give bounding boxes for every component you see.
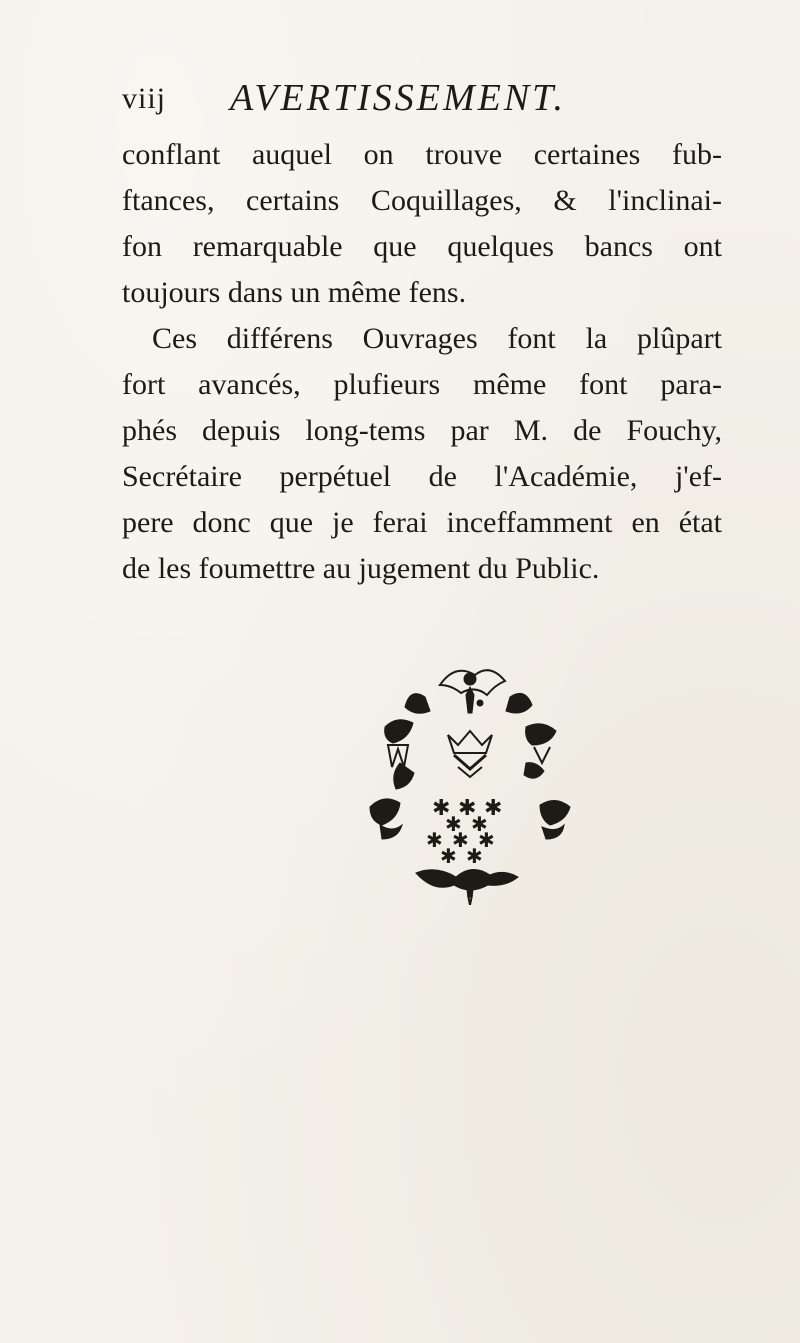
text-line: de les foumettre au jugement du Public. — [122, 552, 600, 585]
page-number: viij — [122, 82, 167, 115]
svg-text:✱: ✱ — [432, 796, 451, 821]
svg-text:✱: ✱ — [440, 844, 457, 868]
body-text — [122, 132, 722, 592]
svg-text:✱: ✱ — [458, 796, 477, 821]
text-line: ftances, certains Coquillages, & l'inclinai- — [122, 184, 722, 217]
text-line: phés depuis long-tems par M. de Fouchy, — [122, 414, 722, 447]
svg-text:✱: ✱ — [466, 844, 483, 868]
svg-text:✱: ✱ — [478, 828, 495, 852]
text-line: Ces différens Ouvrages font la plûpart — [152, 322, 722, 355]
text-line: fon remarquable que quelques bancs ont — [122, 230, 722, 263]
text-line: fort avancés, plufieurs même font para- — [122, 368, 722, 401]
text-line: pere donc que je ferai inceffamment en état — [122, 506, 722, 539]
svg-text:✱: ✱ — [484, 796, 503, 821]
text-line: conflant auquel on trouve certaines fub- — [122, 138, 722, 171]
text-line: Secrétaire perpétuel de l'Académie, j'ef- — [122, 460, 722, 493]
printers-ornament-icon — [330, 655, 610, 905]
svg-text:✱: ✱ — [471, 812, 488, 836]
text-line: toujours dans un même fens. — [122, 276, 467, 309]
svg-text:✱: ✱ — [445, 812, 462, 836]
running-title: AVERTISSEMENT. — [230, 77, 566, 119]
svg-text:✱: ✱ — [426, 828, 443, 852]
svg-text:✱: ✱ — [452, 828, 469, 852]
running-head — [122, 76, 722, 120]
